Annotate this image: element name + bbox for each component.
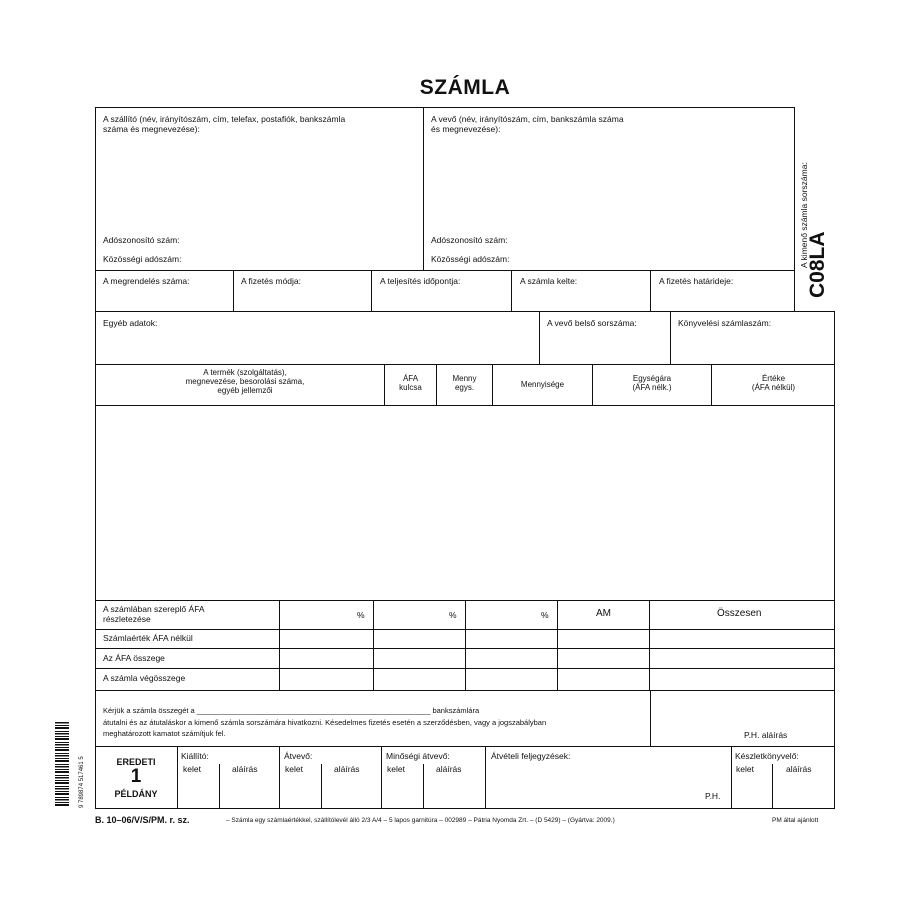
copy-label: PÉLDÁNY bbox=[114, 789, 158, 799]
vat-rate-header bbox=[385, 374, 436, 392]
seller-heading: A szállító (név, irányítószám, cím, telefax, postafiók, bankszámla bbox=[103, 114, 346, 124]
vat-breakdown-label-1: A számlában szereplő ÁFA bbox=[103, 604, 205, 614]
buyer-tax-id-label: Adószonosító szám: bbox=[431, 235, 508, 245]
vat-rate-header-1: ÁFA bbox=[402, 374, 419, 383]
sig-sub-1 bbox=[219, 764, 220, 809]
payment-method-label: A fizetés módja: bbox=[241, 276, 302, 286]
vat-rate-header-2: kulcsa bbox=[399, 383, 422, 392]
order-no-label: A megrendelés száma: bbox=[103, 276, 190, 286]
buyer-internal-no-label: A vevő belső sorszáma: bbox=[547, 318, 637, 328]
form-code: C08LA bbox=[806, 231, 829, 298]
am-label: AM bbox=[596, 608, 611, 619]
summary-col-1 bbox=[279, 600, 280, 691]
page-title: SZÁMLA bbox=[419, 76, 511, 99]
unit-price-header bbox=[593, 374, 711, 392]
fulfillment-date-label: A teljesítés időpontja: bbox=[380, 276, 461, 286]
stock-signature-label: aláírás bbox=[786, 764, 812, 774]
summary-col-3 bbox=[465, 600, 466, 691]
order-divider-4 bbox=[650, 270, 651, 312]
value-header-1: Értéke bbox=[761, 374, 786, 383]
product-header-1: A termék (szolgáltatás), bbox=[203, 368, 287, 377]
sig-col-2 bbox=[279, 746, 280, 809]
value-header-2: (ÁFA nélkül) bbox=[751, 383, 796, 392]
sig-sub-3 bbox=[423, 764, 424, 809]
buyer-heading: A vevő (név, irányítószám, cím, bankszámla száma bbox=[431, 114, 624, 124]
copy-number: 1 bbox=[130, 766, 142, 787]
due-date-label: A fizetés határideje: bbox=[659, 276, 734, 286]
quality-signature-label: aláírás bbox=[436, 764, 462, 774]
invoice-date-label: A számla kelte: bbox=[520, 276, 578, 286]
total-label: Összesen bbox=[717, 608, 762, 619]
buyer-heading-2: és megnevezése): bbox=[431, 124, 501, 134]
pct-2: % bbox=[449, 610, 457, 620]
buyer-community-tax-label: Közösségi adószám: bbox=[431, 254, 510, 264]
seller-heading-2: száma és megnevezése): bbox=[103, 124, 200, 134]
receiver-date-label: kelet bbox=[285, 764, 303, 774]
quality-receiver-label: Minőségi átvevő: bbox=[386, 751, 450, 761]
order-divider-1 bbox=[233, 270, 234, 312]
seller-tax-id-label: Adószonosító szám: bbox=[103, 235, 180, 245]
unit-header-2: egys. bbox=[454, 383, 475, 392]
unit-price-header-2: (ÁFA nélk.) bbox=[632, 383, 672, 392]
grand-total-label: A számla végösszege bbox=[103, 673, 186, 683]
sig-col-5 bbox=[731, 746, 732, 809]
sig-sub-4 bbox=[772, 764, 773, 809]
items-table bbox=[95, 364, 835, 601]
stock-date-label: kelet bbox=[736, 764, 754, 774]
footer-recommended: PM által ajánlott bbox=[772, 817, 819, 824]
other-data-label: Egyéb adatok: bbox=[103, 318, 158, 328]
footer-form-code: B. 10–06/V/S/PM. r. sz. bbox=[95, 815, 190, 825]
sig-sub-2 bbox=[321, 764, 322, 809]
issuer-label: Kiállító: bbox=[181, 751, 209, 761]
unit-price-header-1: Egységára bbox=[632, 374, 672, 383]
stamp-signature-label: P.H. aláírás bbox=[744, 730, 788, 740]
product-header bbox=[120, 368, 370, 395]
payment-divider bbox=[650, 690, 651, 747]
summary-col-5 bbox=[649, 600, 650, 691]
sig-col-1 bbox=[177, 746, 178, 809]
unit-header-1: Menny bbox=[452, 374, 477, 383]
issuer-signature-label: aláírás bbox=[232, 764, 258, 774]
barcode-number-text: 9 789874 517461 5 bbox=[79, 756, 85, 808]
receiver-signature-label: aláírás bbox=[334, 764, 360, 774]
barcode-icon bbox=[55, 722, 75, 808]
pct-1: % bbox=[357, 610, 365, 620]
payment-line-2: átutalni és az átutaláskor a kimenő számla sorszámára hivatkozni. Késedelmes fizetés esetén a szerződésben, vagy a jogszabályban bbox=[103, 718, 547, 727]
issuer-date-label: kelet bbox=[183, 764, 201, 774]
barcode-number bbox=[78, 722, 86, 808]
seller-community-tax-label: Közösségi adószám: bbox=[103, 254, 182, 264]
original-label: EREDETI bbox=[116, 757, 156, 767]
pct-3: % bbox=[541, 610, 549, 620]
product-header-2: megnevezése, besorolási száma, bbox=[185, 377, 305, 386]
vat-amount-label: Az ÁFA összege bbox=[103, 653, 165, 663]
quantity-header-text: Mennyisége bbox=[520, 380, 565, 389]
summary-col-2 bbox=[373, 600, 374, 691]
quantity-header bbox=[493, 380, 592, 389]
form-code-vertical bbox=[805, 228, 831, 298]
unit-header bbox=[437, 374, 492, 392]
payment-line-1: Kérjük a számla összegét a ________________________________________________________ bankszámlára bbox=[103, 706, 480, 715]
other-divider-2 bbox=[670, 311, 671, 365]
order-divider-2 bbox=[371, 270, 372, 312]
serial-label-text: A kimenő számla sorszáma: bbox=[799, 162, 809, 268]
product-header-3: egyéb jellemzői bbox=[217, 386, 273, 395]
value-header bbox=[712, 374, 835, 392]
order-divider-3 bbox=[511, 270, 512, 312]
receipt-notes-label: Átvételi feljegyzések: bbox=[491, 751, 571, 761]
vat-breakdown-label-2: részletezése bbox=[103, 614, 151, 624]
items-header-bottom bbox=[95, 405, 835, 406]
stock-keeper-label: Készletkönyvelő: bbox=[735, 751, 799, 761]
seller-buyer-divider bbox=[423, 107, 424, 271]
sig-col-4 bbox=[485, 746, 486, 809]
net-value-label: Számlaérték ÁFA nélkül bbox=[103, 633, 193, 643]
quality-date-label: kelet bbox=[387, 764, 405, 774]
other-divider-1 bbox=[539, 311, 540, 365]
ledger-no-label: Könyvelési számlaszám: bbox=[678, 318, 772, 328]
receiver-label: Átvevő: bbox=[284, 751, 313, 761]
footer-description: – Számla egy számlaértékkel, szállítólevél álló 2/3 A/4 – 5 lapos garnitúra – 002989 – Pátria Nyomda Zrt. – (D 5429) – (Gyártva: 2009.) bbox=[226, 817, 615, 824]
payment-line-3: meghatározott kamatot számítjuk fel. bbox=[103, 729, 226, 738]
notes-stamp-label: P.H. bbox=[705, 791, 721, 801]
summary-col-4 bbox=[557, 600, 558, 691]
sig-col-3 bbox=[381, 746, 382, 809]
